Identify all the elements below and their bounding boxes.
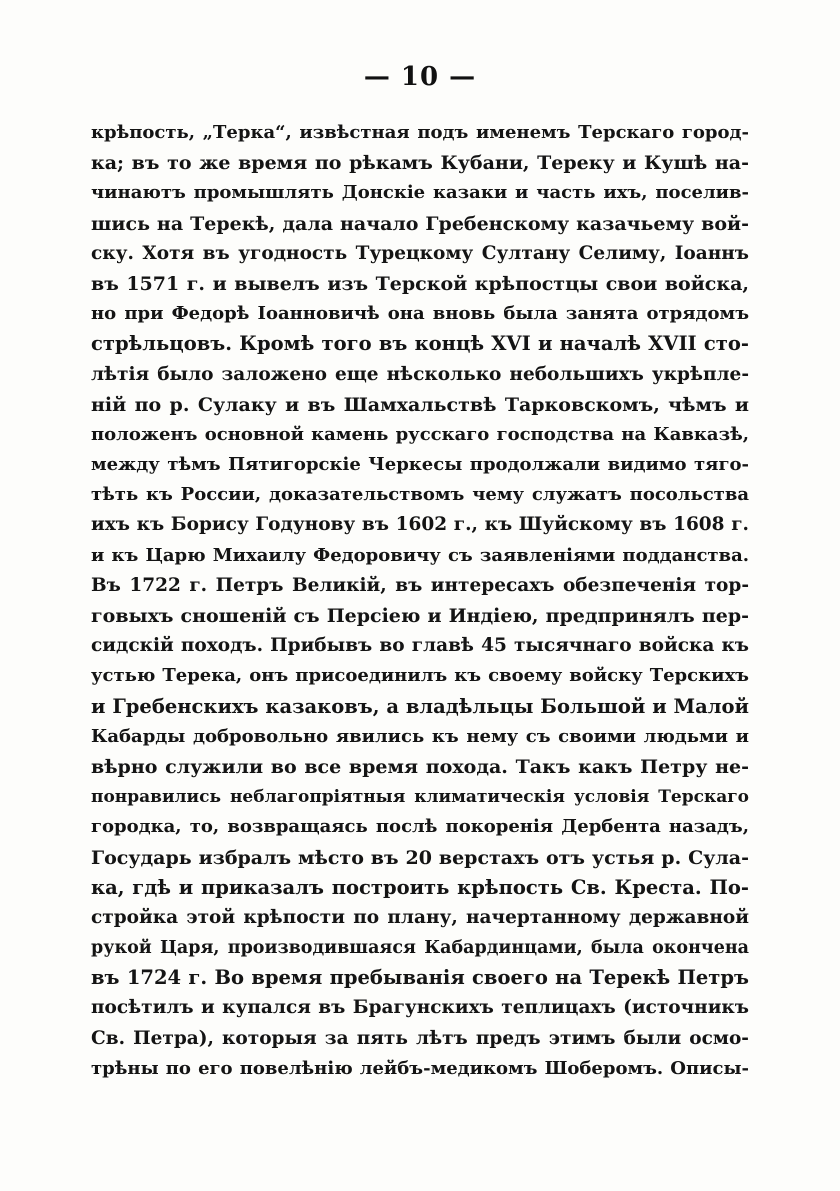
text-line: ихъ къ Борису Годунову въ 1602 г., къ Шуйскому въ 1608 г. — [91, 514, 749, 536]
text-line: и къ Царю Михаилу Федоровичу съ заявленіями подданства. — [91, 544, 749, 566]
text-line: чинаютъ промышлять Донскіе казаки и часть ихъ, поселив- — [91, 182, 749, 204]
text-line: ка, гдѣ и приказалъ построить крѣпость Св. Креста. По- — [91, 875, 749, 899]
body-text — [91, 118, 749, 1084]
text-line: крѣпость, „Терка“, извѣстная подъ именемъ Терскаго город- — [91, 122, 749, 143]
text-line: тѣть къ России, доказательствомъ чему служатъ посольства — [91, 484, 749, 506]
text-line: положенъ основной камень русскаго господства на Кавказѣ, — [91, 423, 749, 445]
text-line: городка, то, возвращаясь послѣ покоренія Дербента назадъ, — [91, 816, 749, 838]
text-line: и Гребенскихъ казаковъ, а владѣльцы Большой и Малой — [91, 694, 749, 718]
text-line: между тѣмъ Пятигорскіе Черкесы продолжали видимо тяго- — [91, 454, 749, 476]
text-line: вѣрно служили во все время похода. Такъ какъ Петру не- — [91, 755, 749, 778]
text-line: ску. Хотя въ угодность Турецкому Султану Селиму, Іоаннъ — [91, 242, 749, 264]
text-line: рукой Царя, производившаяся Кабардинцами, была окончена — [91, 938, 749, 959]
text-line: но при Федорѣ Іоанновичѣ она вновь была занята отрядомъ — [91, 303, 749, 325]
text-line: сидскій походъ. Прибывъ во главѣ 45 тысячнаго войска къ — [91, 635, 749, 657]
text-line: понравились неблагопріятныя климатическія условія Терскаго — [91, 787, 749, 808]
text-line: стрѣльцовъ. Кромѣ того въ концѣ XVI и началѣ XVII сто- — [91, 332, 749, 356]
text-line: стройка этой крѣпости по плану, начертанному державной — [91, 906, 749, 928]
text-line: въ 1571 г. и вывелъ изъ Терской крѣпостцы свои войска, — [91, 272, 749, 295]
text-line: говыхъ сношеній съ Персіею и Индіею, предпринялъ пер- — [91, 605, 749, 627]
text-line: ній по р. Сулаку и въ Шамхальствѣ Тарковскомъ, чѣмъ и — [91, 393, 749, 416]
page-number: — 10 — — [363, 62, 477, 92]
text-line: трѣны по его повелѣнію лейбъ-медикомъ Шоберомъ. Описы- — [91, 1057, 749, 1079]
text-line: Государь избралъ мѣсто въ 20 верстахъ отъ устья р. Сула- — [91, 846, 749, 869]
text-line: Св. Петра), которыя за пять лѣтъ предъ этимъ были осмо- — [91, 1027, 749, 1049]
text-line: ка; въ то же время по рѣкамъ Кубани, Тереку и Кушѣ на- — [91, 152, 749, 175]
text-line: посѣтилъ и купался въ Брагунскихъ теплицахъ (источникъ — [91, 997, 749, 1019]
text-line: лѣтія было заложено еще нѣсколько небольшихъ укрѣпле- — [91, 363, 749, 385]
text-line: Кабарды добровольно явились къ нему съ своими людьми и — [91, 725, 749, 747]
text-line: шись на Терекѣ, дала начало Гребенскому казачьему вой- — [91, 212, 749, 235]
text-line: Въ 1722 г. Петръ Великій, въ интересахъ обезпеченія тор- — [91, 574, 749, 596]
text-line: въ 1724 г. Во время пребыванія своего на Терекѣ Петръ — [91, 966, 749, 990]
text-line: устью Терека, онъ присоединилъ къ своему войску Терскихъ — [91, 665, 749, 687]
